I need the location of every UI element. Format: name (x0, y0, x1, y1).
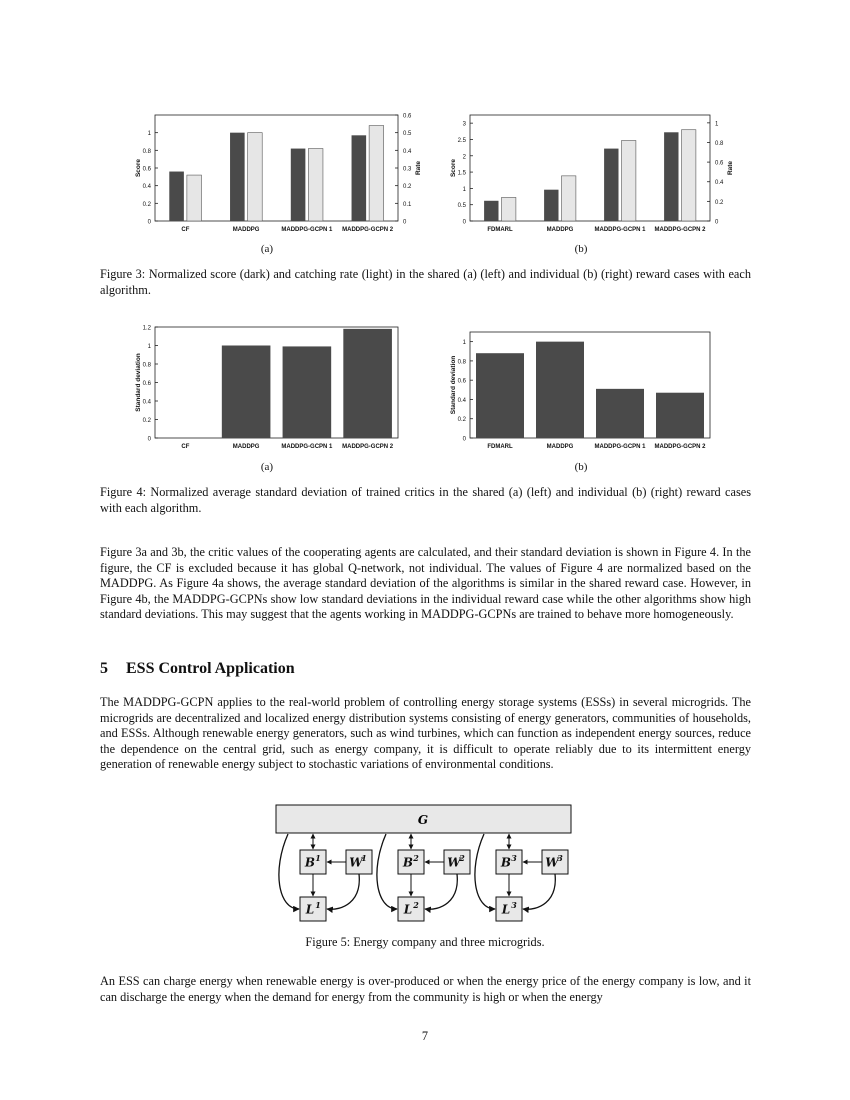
fig3a-ytick-label: 0.6 (142, 166, 151, 173)
battery-2-index: 2 (413, 853, 419, 863)
battery-3-index: 3 (511, 853, 517, 863)
load-3-label: L (501, 902, 511, 917)
load-1-index: 1 (315, 900, 321, 910)
figure-5-caption: Figure 5: Energy company and three microgrids. (305, 935, 545, 949)
figure-3a-chart (130, 108, 430, 243)
figure-3-caption: Figure 3: Normalized score (dark) and catching rate (light) in the shared (a) (left) and individual (b) (right) reward cases with each algorithm. (100, 267, 751, 297)
fig3a-ytick-label: 0 (147, 219, 151, 226)
fig3a-y2tick-label: 0.5 (403, 131, 412, 138)
fig3a-bar-dark (352, 135, 367, 221)
fig4b-bar-dark (656, 393, 704, 438)
figure-3b-svg (445, 108, 745, 238)
fig3a-bar-light (248, 133, 263, 221)
section-number: 5 (100, 660, 108, 677)
wind-3-label: W (545, 855, 559, 870)
fig3a-bar-dark (169, 172, 184, 221)
wind-1-index: 1 (361, 853, 367, 863)
figure-4a-chart (130, 320, 430, 460)
fig3a-xtick-label: MADDPG (232, 227, 260, 233)
paragraph-ess-charge: An ESS can charge energy when renewable energy is over-produced or when the energy price of the energy company is low, and it can discharge the energy when the demand for energy from the community is high or when the energy (100, 974, 751, 1004)
battery-1-label: B (304, 855, 316, 870)
fig3b-bar-light (682, 130, 696, 221)
fig3a-ytick-label: 1 (147, 131, 151, 138)
figure-4-caption: Figure 4: Normalized average standard deviation of trained critics in the shared (a) (left) and individual (b) (right) reward cases with each algorithm. (100, 485, 751, 515)
fig4a-xtick-label: MADDPG-GCPN 2 (342, 444, 394, 450)
fig3b-bar-dark (544, 190, 558, 221)
fig3b-y2tick-label: 0.8 (715, 140, 724, 147)
fig3b-xtick-label: FDMARL (487, 227, 513, 233)
fig4a-ytick-label: 1 (147, 344, 151, 350)
fig4a-ytick-label: 0.4 (142, 399, 151, 406)
fig4b-bar-dark (536, 342, 584, 438)
fig3b-y2tick-label: 0 (715, 219, 719, 226)
grid-load-arrow-1 (279, 834, 299, 909)
fig4b-xtick-label: MADDPG-GCPN 1 (594, 444, 646, 450)
fig3a-y2tick-label: 0.4 (403, 148, 412, 155)
battery-1-index: 1 (315, 853, 321, 863)
fig4a-bar-dark (222, 346, 271, 439)
figure-4a-sublabel: (a) (260, 461, 274, 473)
fig4b-xtick-label: MADDPG-GCPN 2 (654, 444, 706, 450)
fig4b-ylabel: Standard deviation (450, 355, 457, 415)
figure-4b-sublabel: (b) (574, 461, 588, 473)
fig4a-ytick-label: 0.2 (142, 418, 151, 424)
fig3b-y2label: Rate (727, 160, 734, 176)
wind-2-index: 2 (459, 853, 465, 863)
fig4a-ytick-label: 1.2 (142, 325, 151, 332)
fig4b-ytick-label: 0.4 (457, 397, 466, 404)
fig3a-bar-light (187, 175, 202, 221)
fig3a-y2tick-label: 0.1 (403, 201, 412, 208)
fig4a-bar-dark (343, 329, 392, 438)
fig3a-bar-light (369, 126, 384, 221)
fig3b-bar-dark (664, 132, 678, 221)
fig4b-bar-dark (596, 389, 644, 438)
load-2-label: L (403, 902, 413, 917)
fig3a-xtick-label: MADDPG-GCPN 2 (342, 227, 394, 233)
fig3b-xtick-label: MADDPG (546, 227, 574, 233)
paragraph-ess-intro: The MADDPG-GCPN applies to the real-world problem of controlling energy storage systems (ESSs) in several microgrids. The microgrids are decentralized and localized energy distribution systems consisting of energy generators, communities of households, and ESSs. Although renewable energy generators, such as wind turbines, which can function as independent energy sources, reduce the dependence on the central grid, such as energy company, it is difficult to operate reliably due to its intermittent energy generation of renewable energy subject to stochastic variations of environmental conditions. (100, 695, 751, 772)
figure-4a-svg (130, 320, 430, 455)
fig3a-ytick-label: 0.4 (142, 184, 151, 191)
section-heading (100, 660, 295, 678)
wind-load-arrow-1 (327, 874, 359, 909)
fig3a-xtick-label: CF (181, 227, 190, 233)
fig3b-bar-light (622, 141, 636, 221)
fig4b-ytick-label: 0.6 (457, 378, 466, 385)
fig3a-y2tick-label: 0.2 (403, 184, 412, 191)
page-number: 7 (421, 1029, 429, 1043)
fig3a-y2tick-label: 0.6 (403, 113, 412, 120)
fig3b-bar-dark (484, 201, 498, 221)
fig3b-ytick-label: 2.5 (457, 137, 466, 144)
fig4b-ytick-label: 0.8 (457, 359, 466, 366)
figure-3a-sublabel: (a) (260, 243, 274, 255)
fig3b-y2tick-label: 0.4 (715, 180, 724, 187)
fig3b-xtick-label: MADDPG-GCPN 1 (594, 227, 646, 233)
fig4a-ytick-label: 0.6 (142, 381, 151, 387)
fig4a-ytick-label: 0 (147, 436, 151, 443)
fig3b-ytick-label: 3 (462, 121, 466, 128)
figure-4b-chart (445, 325, 745, 460)
fig4a-xtick-label: MADDPG-GCPN 1 (281, 444, 333, 450)
figure-3b-sublabel: (b) (574, 243, 588, 255)
fig3a-bar-dark (230, 133, 245, 221)
fig3b-y2tick-label: 0.6 (715, 160, 724, 167)
fig3b-bar-dark (604, 149, 618, 221)
fig4a-ytick-label: 0.8 (142, 362, 151, 369)
section-title: ESS Control Application (126, 660, 295, 677)
fig4b-ytick-label: 0 (462, 436, 466, 443)
fig3a-y2tick-label: 0.3 (403, 166, 412, 173)
figure-3b-chart (445, 108, 745, 243)
fig3a-xtick-label: MADDPG-GCPN 1 (281, 227, 333, 233)
fig3a-y2label: Rate (415, 160, 422, 176)
fig3a-ytick-label: 0.2 (142, 201, 151, 208)
grid-load-arrow-3 (475, 834, 495, 909)
fig4b-xtick-label: MADDPG (546, 444, 574, 450)
wind-3-index: 3 (557, 853, 563, 863)
fig4a-xtick-label: CF (181, 444, 190, 450)
fig4a-xtick-label: MADDPG (232, 444, 260, 450)
fig3b-ytick-label: 1 (462, 186, 466, 193)
fig3b-ylabel: Score (450, 158, 457, 178)
fig3b-ytick-label: 2 (462, 154, 466, 161)
load-2-index: 2 (413, 900, 419, 910)
paragraph-critic-values: Figure 3a and 3b, the critic values of the cooperating agents are calculated, and their standard deviation is shown in Figure 4. In the figure, the CF is excluded because it has global Q-network, not individual. The values of Figure 4 are normalized based on the MADDPG. As Figure 4a shows, the average standard deviation of the algorithms is similar in the shared reward case. However, in Figure 4b, the MADDPG-GCPNs show low standard deviations in the individual reward case while the other algorithms show high standard deviations. This may suggest that the agents working in MADDPG-GCPNs are trained to behave more homogeneously. (100, 545, 751, 622)
fig3a-bar-light (308, 149, 323, 221)
fig4a-ylabel: Standard deviation (135, 353, 142, 412)
wind-load-arrow-3 (523, 874, 555, 909)
fig3b-ytick-label: 0.5 (457, 203, 466, 210)
figure-3a-svg (130, 108, 430, 238)
load-3-index: 3 (511, 900, 517, 910)
wind-1-label: W (349, 855, 363, 870)
figure-4b-svg (445, 325, 745, 455)
fig3a-bar-dark (291, 149, 306, 221)
fig3b-y2tick-label: 1 (715, 121, 719, 128)
fig4a-bar-dark (283, 346, 332, 438)
fig3b-y2tick-label: 0.2 (715, 199, 724, 206)
fig3b-xtick-label: MADDPG-GCPN 2 (654, 227, 706, 233)
fig3b-ytick-label: 1.5 (457, 170, 466, 177)
fig4b-bar-dark (476, 353, 524, 438)
grid-load-arrow-2 (377, 834, 397, 909)
fig3b-ytick-label: 0 (462, 219, 466, 226)
fig3a-y2tick-label: 0 (403, 219, 407, 226)
wind-2-label: W (447, 855, 461, 870)
fig4b-xtick-label: FDMARL (487, 444, 513, 450)
wind-load-arrow-2 (425, 874, 457, 909)
battery-2-label: B (402, 855, 414, 870)
energy-company-label: G (417, 813, 429, 827)
fig3a-ytick-label: 0.8 (142, 148, 151, 155)
battery-3-label: B (500, 855, 512, 870)
fig4b-ytick-label: 1 (462, 340, 466, 347)
load-1-label: L (305, 902, 315, 917)
figure-5-diagram (268, 800, 578, 925)
fig3b-bar-light (562, 176, 576, 221)
fig4b-ytick-label: 0.2 (457, 417, 466, 424)
fig3b-bar-light (502, 197, 516, 221)
fig3a-ylabel: Score (135, 158, 142, 178)
